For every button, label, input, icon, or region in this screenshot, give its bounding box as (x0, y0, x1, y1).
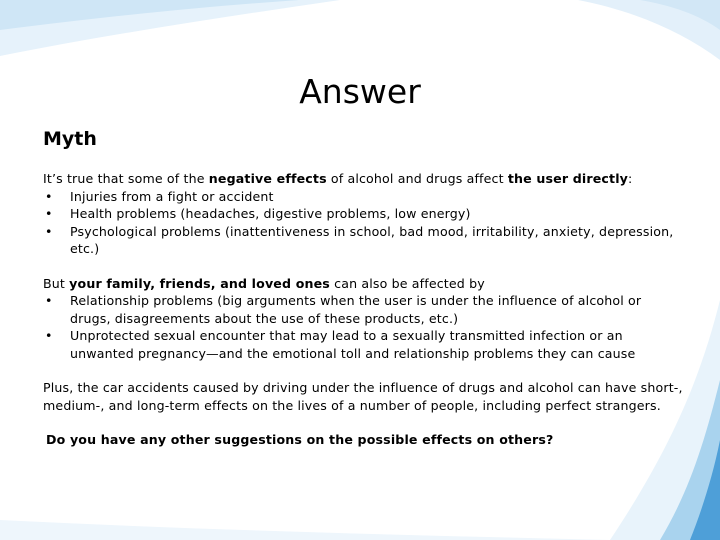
spacer (43, 362, 683, 379)
intro-paragraph (43, 170, 683, 188)
intro-bold-negative-effects: negative effects (208, 171, 327, 186)
list-item: • Relationship problems (big arguments when the user is under the influence of alcohol or drugs, disagreements about the use of these products, etc.) (43, 292, 683, 327)
intro-text-1: It’s true that some of the (43, 171, 209, 186)
intro-text-3: : (628, 171, 633, 186)
list-item: • Psychological problems (inattentiveness in school, bad mood, irritability, anxiety, depression, etc.) (43, 223, 683, 258)
plus-paragraph: Plus, the car accidents caused by driving under the influence of drugs and alcohol can have short-, medium-, and long-term effects on the lives of a number of people, including perfect strangers. (43, 380, 683, 413)
others-effects-list (43, 292, 683, 362)
list-item: • Health problems (headaches, digestive problems, low energy) (43, 205, 683, 223)
direct-effects-list (43, 188, 683, 258)
spacer (43, 414, 683, 431)
intro-text-2: of alcohol and drugs affect (326, 171, 508, 186)
slide-title (0, 72, 720, 111)
others-intro-paragraph (43, 275, 683, 293)
intro-bold-user-directly: the user directly (507, 171, 629, 186)
list-item: • Unprotected sexual encounter that may lead to a sexually transmitted infection or an unwanted pregnancy—and the emotional toll and relationship problems they can cause (43, 327, 683, 362)
slide-title-text: Answer (299, 72, 421, 111)
bottom-left-band (0, 520, 610, 540)
others-intro-bold: your family, friends, and loved ones (69, 275, 330, 291)
list-item: • Injuries from a fight or accident (43, 188, 683, 206)
spacer (43, 258, 683, 275)
discussion-question: Do you have any other suggestions on the possible effects on others? (46, 432, 554, 447)
slide-body (43, 170, 683, 449)
slide-subtitle: Myth (43, 128, 97, 150)
others-intro-text-2: can also be affected by (329, 275, 485, 291)
others-intro-text-1: But (43, 275, 70, 291)
